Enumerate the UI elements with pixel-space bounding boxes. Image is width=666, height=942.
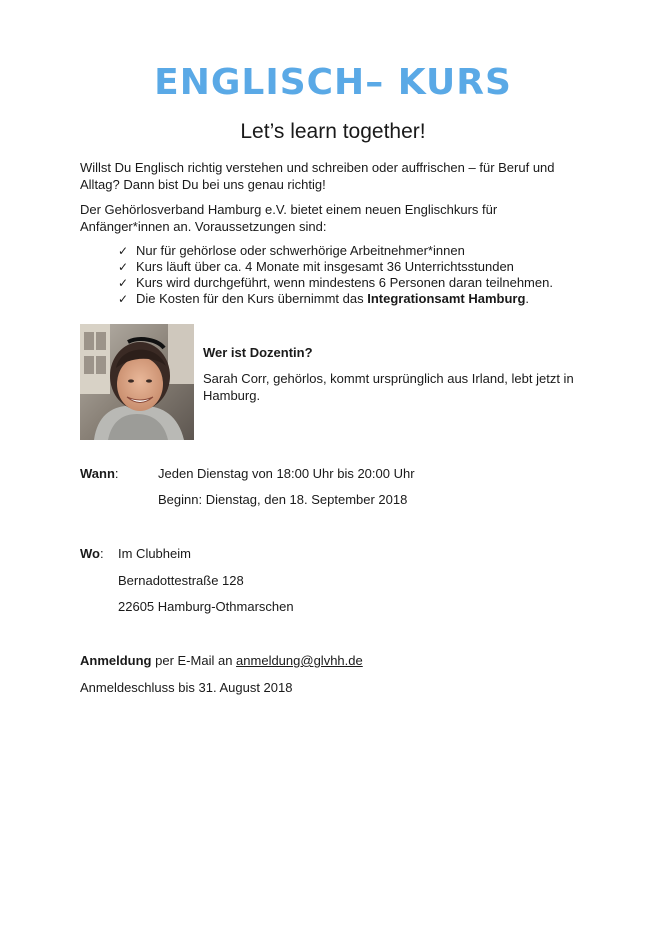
- teacher-photo: [80, 324, 194, 440]
- page-subtitle: Let’s learn together!: [240, 120, 426, 143]
- list-item-text: Kurs läuft über ca. 4 Monate mit insgesamt 36 Unterrichtsstunden: [136, 259, 514, 274]
- list-item-text: Nur für gehörlose oder schwerhörige Arbeitnehmer*innen: [136, 243, 465, 258]
- checkmark-icon: ✓: [118, 244, 129, 258]
- list-item: [118, 259, 588, 275]
- list-item-text: Kurs wird durchgeführt, wenn mindestens 6 Personen daran teilnehmen.: [136, 275, 553, 290]
- offer-paragraph: Der Gehörlosverband Hamburg e.V. bietet einem neuen Englischkurs für Anfänger*innen an. Voraussetzungen sind:: [80, 202, 498, 234]
- integrationsamt-text: Integrationsamt Hamburg: [367, 291, 526, 306]
- page-title: ENGLISCH– KURS: [154, 62, 512, 103]
- when-schedule: Jeden Dienstag von 18:00 Uhr bis 20:00 Uhr: [158, 466, 415, 481]
- registration-label: Anmeldung: [80, 653, 152, 668]
- intro-paragraph: Willst Du Englisch richtig verstehen und schreiben oder auffrischen – für Beruf und Alltag? Dann bist Du bei uns genau richtig!: [80, 160, 555, 192]
- teacher-bio: Sarah Corr, gehörlos, kommt ursprünglich aus Irland, lebt jetzt in Hamburg.: [203, 371, 574, 403]
- list-item-text: Die Kosten für den Kurs übernimmt das Integrationsamt Hamburg.: [136, 291, 530, 306]
- checkmark-icon: ✓: [118, 292, 129, 306]
- when-label-group: Wann:: [80, 466, 119, 481]
- where-street: Bernadottestraße 128: [118, 573, 244, 588]
- where-label: Wo: [80, 546, 100, 561]
- list-item: [118, 243, 588, 259]
- list-item: [118, 291, 588, 307]
- when-label: Wann: [80, 466, 115, 481]
- where-place: Im Clubheim: [118, 546, 191, 561]
- checkmark-icon: ✓: [118, 276, 129, 290]
- when-start: Beginn: Dienstag, den 18. September 2018: [158, 492, 408, 507]
- registration-line: Anmeldung per E-Mail an anmeldung@glvhh.de: [80, 653, 363, 668]
- where-label-group: Wo:: [80, 546, 104, 561]
- checkmark-icon: ✓: [118, 260, 129, 274]
- list-item: [118, 275, 588, 291]
- requirements-list: [118, 243, 588, 307]
- registration-deadline: Anmeldeschluss bis 31. August 2018: [80, 680, 293, 695]
- teacher-heading: Wer ist Dozentin?: [203, 345, 313, 360]
- registration-email-link[interactable]: anmeldung@glvhh.de: [236, 653, 363, 668]
- where-city: 22605 Hamburg-Othmarschen: [118, 599, 294, 614]
